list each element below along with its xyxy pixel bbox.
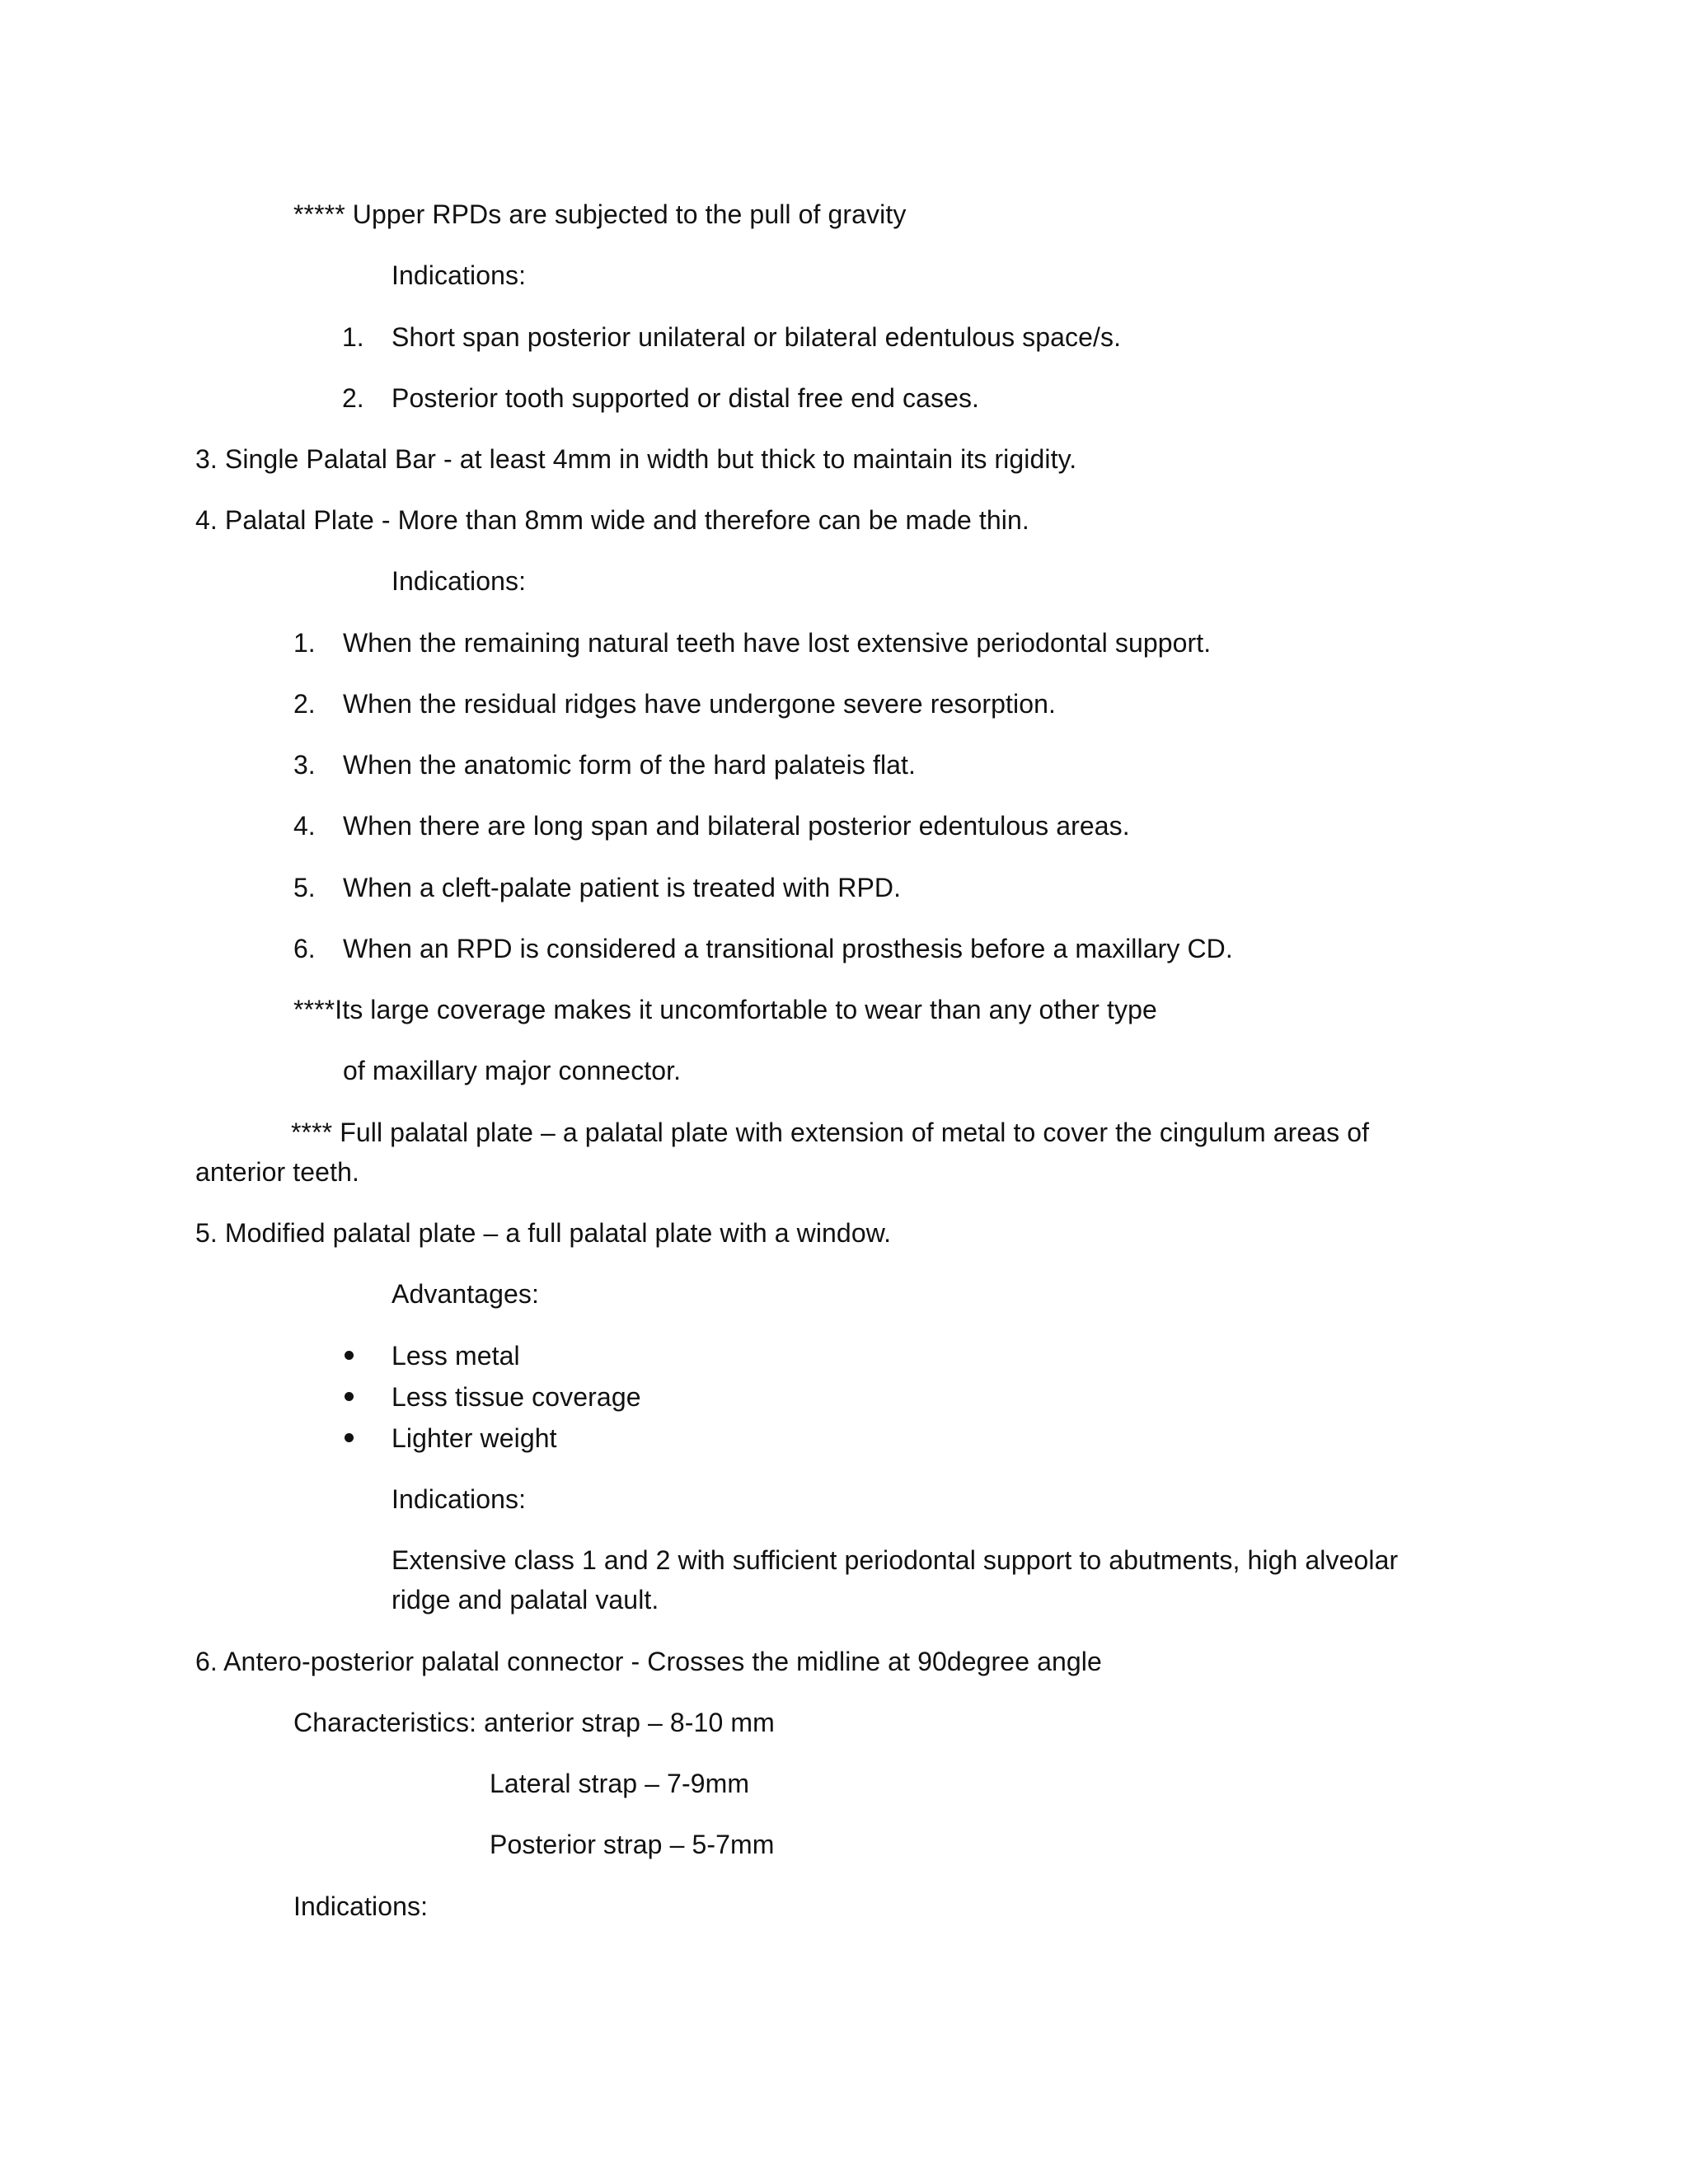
coverage-note-continued: of maxillary major connector. <box>343 1056 682 1085</box>
list-text: Less tissue coverage <box>392 1382 641 1412</box>
list-text: Lighter weight <box>392 1423 557 1453</box>
list-text: Short span posterior unilateral or bilateral edentulous space/s. <box>392 322 1122 352</box>
list-number: 2. <box>293 689 316 719</box>
list-text: Less metal <box>392 1341 520 1371</box>
list-text: Posterior tooth supported or distal free end cases. <box>392 383 980 413</box>
bullet-icon <box>345 1351 354 1360</box>
list-text: When the residual ridges have undergone severe resorption. <box>343 689 1056 719</box>
list-text: When a cleft-palate patient is treated with RPD. <box>343 873 902 902</box>
list-text: When an RPD is considered a transitional prosthesis before a maxillary CD. <box>343 934 1233 963</box>
list-text: When the anatomic form of the hard palateis flat. <box>343 750 917 780</box>
characteristics-anterior-strap: Characteristics: anterior strap – 8-10 mm <box>293 1708 775 1737</box>
indications-heading: Indications: <box>293 1891 429 1921</box>
indications-heading: Indications: <box>392 566 527 596</box>
advantages-heading: Advantages: <box>392 1279 540 1309</box>
gravity-note: ***** Upper RPDs are subjected to the pull of gravity <box>293 199 907 229</box>
list-text: When the remaining natural teeth have lost extensive periodontal support. <box>343 628 1212 658</box>
full-palatal-plate-note-continued: anterior teeth. <box>195 1157 359 1187</box>
characteristics-posterior-strap: Posterior strap – 5-7mm <box>490 1830 775 1859</box>
list-number: 4. <box>293 811 316 841</box>
bullet-icon <box>345 1433 354 1442</box>
list-number: 6. <box>293 934 316 963</box>
section-heading-single-palatal-bar: 3. Single Palatal Bar - at least 4mm in width but thick to maintain its rigidity. <box>195 444 1077 474</box>
section-heading-palatal-plate: 4. Palatal Plate - More than 8mm wide and therefore can be made thin. <box>195 505 1029 535</box>
list-number: 1. <box>293 628 316 658</box>
bullet-icon <box>345 1392 354 1401</box>
list-text: When there are long span and bilateral posterior edentulous areas. <box>343 811 1130 841</box>
indications-heading: Indications: <box>392 1484 527 1514</box>
section-heading-antero-posterior-connector: 6. Antero-posterior palatal connector - Crosses the midline at 90degree angle <box>195 1647 1102 1676</box>
coverage-note: ****Its large coverage makes it uncomfortable to wear than any other type <box>293 995 1157 1024</box>
indications-text-continued: ridge and palatal vault. <box>392 1585 659 1615</box>
list-number: 5. <box>293 873 316 902</box>
characteristics-lateral-strap: Lateral strap – 7-9mm <box>490 1769 750 1798</box>
list-number: 3. <box>293 750 316 780</box>
section-heading-modified-palatal-plate: 5. Modified palatal plate – a full palatal plate with a window. <box>195 1218 892 1248</box>
list-number: 2. <box>342 383 364 413</box>
indications-heading: Indications: <box>392 260 527 290</box>
indications-text: Extensive class 1 and 2 with sufficient periodontal support to abutments, high alveolar <box>392 1545 1399 1575</box>
list-number: 1. <box>342 322 364 352</box>
full-palatal-plate-note: **** Full palatal plate – a palatal plate with extension of metal to cover the cingulum areas of <box>291 1118 1370 1147</box>
